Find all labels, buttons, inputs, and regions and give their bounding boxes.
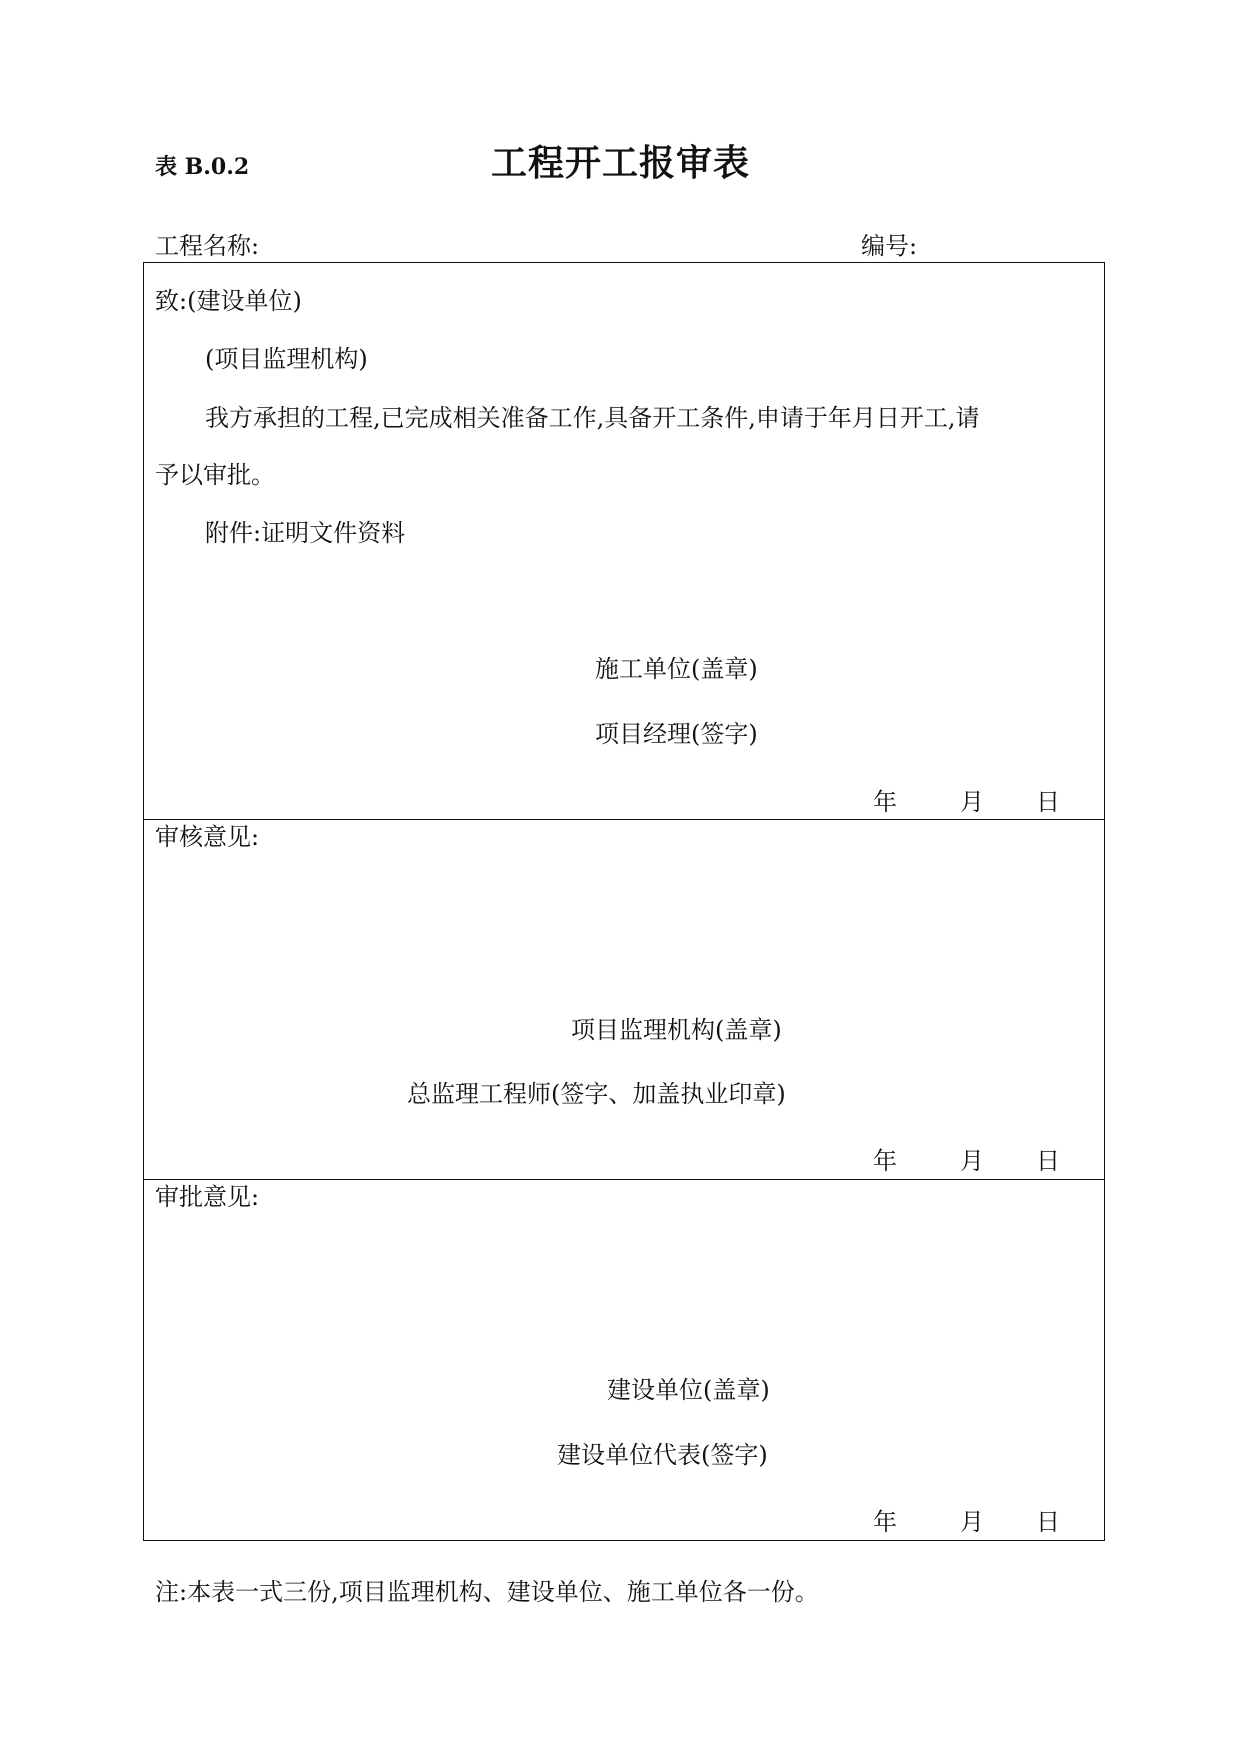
form-code: 表 B.0.2	[155, 154, 250, 180]
date-year: 年	[873, 788, 897, 816]
date-year: 年	[873, 1147, 897, 1175]
client-representative-sign-label: 建设单位代表(签字)	[557, 1441, 768, 1469]
addressee-org: (项目监理机构)	[205, 345, 368, 373]
date-month: 月	[960, 1147, 984, 1175]
number-label: 编号:	[861, 232, 918, 260]
review-label: 审核意见:	[155, 823, 260, 851]
attachment-line: 附件:证明文件资料	[205, 519, 406, 547]
form-table	[143, 262, 1105, 1541]
application-section	[144, 263, 1104, 819]
date-month: 月	[960, 1508, 984, 1536]
contractor-seal-label: 施工单位(盖章)	[595, 655, 758, 683]
date-day: 日	[1036, 1508, 1060, 1536]
date-day: 日	[1036, 788, 1060, 816]
date-day: 日	[1036, 1147, 1060, 1175]
approval-section	[144, 1179, 1104, 1542]
page-title: 工程开工报审表	[490, 142, 750, 184]
application-body-line-1: 我方承担的工程,已完成相关准备工作,具备开工条件,申请于年月日开工,请	[205, 404, 980, 432]
client-seal-label: 建设单位(盖章)	[607, 1376, 770, 1404]
project-name-label: 工程名称:	[155, 232, 260, 260]
project-manager-sign-label: 项目经理(签字)	[595, 720, 758, 748]
supervision-seal-label: 项目监理机构(盖章)	[571, 1016, 782, 1044]
chief-engineer-sign-label: 总监理工程师(签字、加盖执业印章)	[407, 1080, 786, 1108]
date-year: 年	[873, 1508, 897, 1536]
review-section	[144, 819, 1104, 1179]
footer-note: 注:本表一式三份,项目监理机构、建设单位、施工单位各一份。	[155, 1578, 819, 1606]
application-body-line-2: 予以审批。	[155, 461, 275, 489]
addressee-line: 致:(建设单位)	[155, 287, 302, 315]
date-month: 月	[960, 788, 984, 816]
approval-label: 审批意见:	[155, 1183, 260, 1211]
